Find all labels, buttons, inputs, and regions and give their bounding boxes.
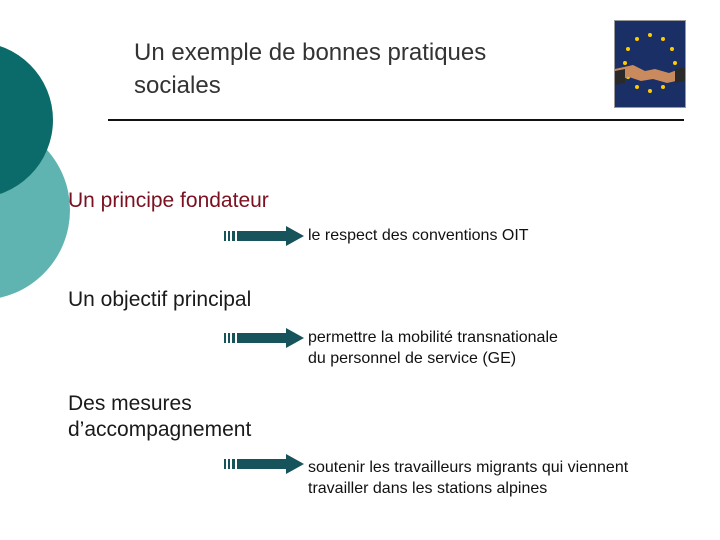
measures-description	[308, 457, 628, 499]
heading-line: Un principe fondateur	[68, 189, 269, 212]
right-arrow-icon	[224, 328, 304, 348]
description-line: soutenir les travailleurs migrants qui viennent	[308, 459, 629, 476]
right-arrow-icon	[224, 226, 304, 246]
description-line: permettre la mobilité transnationale	[308, 329, 558, 346]
measures-heading	[68, 391, 251, 443]
eu-handshake-emblem-icon	[614, 20, 686, 108]
title-line: sociales	[134, 72, 221, 99]
title-line: Un exemple de bonnes pratiques	[134, 39, 487, 66]
heading-line: Des mesures	[68, 392, 192, 415]
description-line: du personnel de service (GE)	[308, 350, 517, 367]
decorative-circles	[0, 0, 110, 300]
title-divider	[108, 119, 684, 121]
description-line: le respect des conventions OIT	[308, 227, 529, 244]
heading-line: Un objectif principal	[68, 288, 252, 311]
description-line: travailler dans les stations alpines	[308, 480, 548, 497]
heading-line: d’accompagnement	[68, 418, 252, 441]
right-arrow-icon	[224, 454, 304, 474]
slide-title	[134, 36, 574, 102]
objective-heading	[68, 287, 251, 313]
objective-description	[308, 327, 558, 369]
principle-description	[308, 225, 529, 246]
principle-heading	[68, 188, 269, 214]
